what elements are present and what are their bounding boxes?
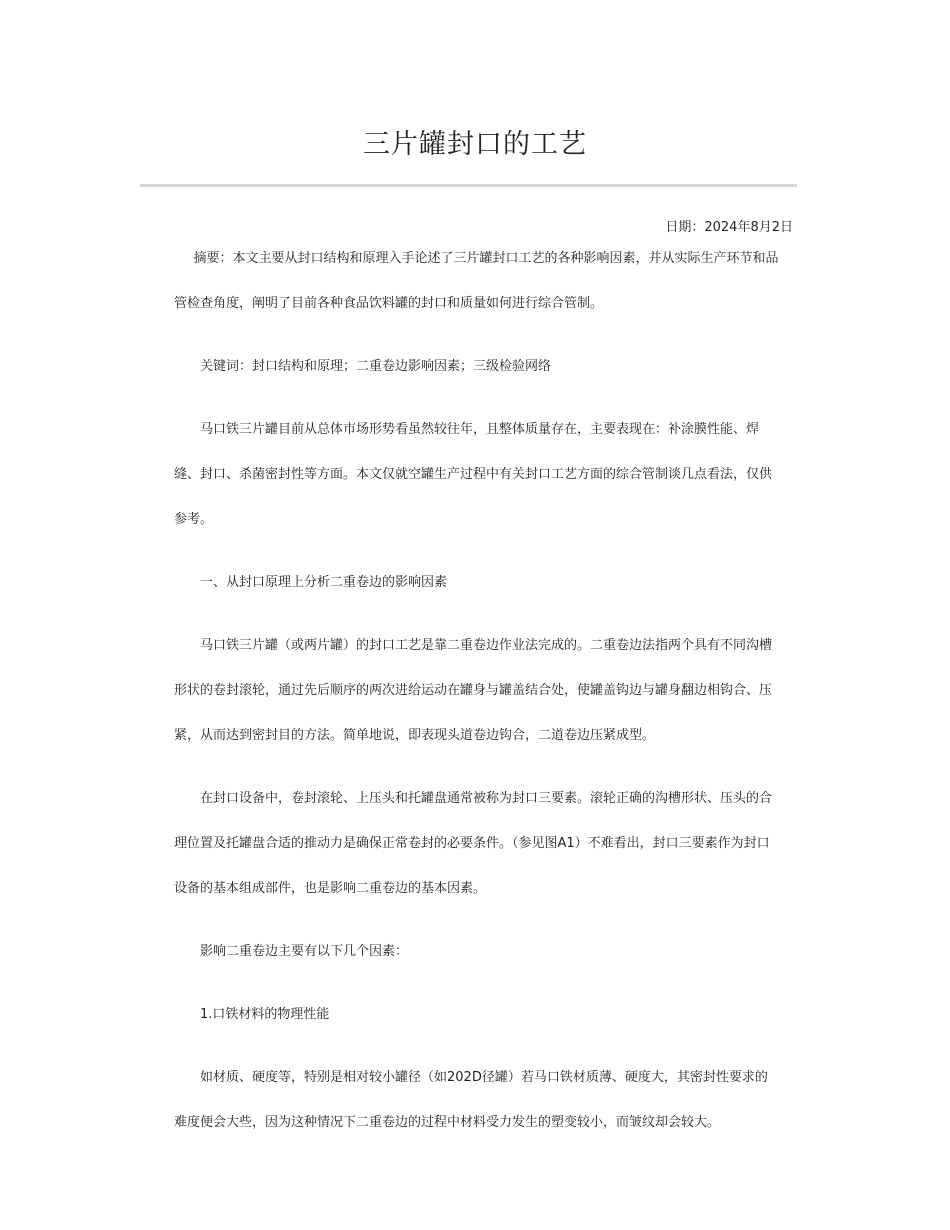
factors-intro-paragraph: 影响二重卷边主要有以下几个因素： (200, 944, 409, 959)
document-date: 日期：2024年8月2日 (665, 220, 793, 235)
principle-paragraph: 马口铁三片罐（或两片罐）的封口工艺是靠二重卷边作业法完成的。二重卷边法指两个具有不同沟槽形状的卷封滚轮，通过先后顺序的两次进给运动在罐身与罐盖结合处，使罐盖钩边与罐身翻边相钩合、压紧，从而达到密封目的方法。简单地说，即表现头道卷边钩合，二道卷边压紧成型。 (174, 638, 773, 743)
factor-1-paragraph: 如材质、硬度等，特别是相对较小罐径（如202D径罐）若马口铁材质薄、硬度大，其密封性要求的难度便会大些，因为这种情况下二重卷边的过程中材料受力发生的塑变较小，而皱纹却会较大。 (174, 1070, 768, 1130)
section-heading: 一、从封口原理上分析二重卷边的影响因素 (200, 575, 448, 590)
keywords-paragraph: 关键词：封口结构和原理；二重卷边影响因素；三级检验网络 (200, 359, 552, 374)
document-body (174, 236, 780, 1163)
abstract-paragraph: 摘要：本文主要从封口结构和原理入手论述了三片罐封口工艺的各种影响因素，并从实际生产环节和品管检查角度，阐明了目前各种食品饮料罐的封口和质量如何进行综合管制。 (174, 251, 779, 311)
subsection-heading: 1.口铁材料的物理性能 (200, 1007, 330, 1022)
three-elements-paragraph: 在封口设备中，卷封滚轮、上压头和托罐盘通常被称为封口三要素。滚轮正确的沟槽形状、压头的合理位置及托罐盘合适的推动力是确保正常卷封的必要条件。（参见图A1）不难看出，封口三要素作为封口设备的基本组成部件，也是影响二重卷边的基本因素。 (174, 791, 773, 896)
intro-paragraph: 马口铁三片罐目前从总体市场形势看虽然较往年，且整体质量存在，主要表现在：补涂膜性能、焊缝、封口、杀菌密封性等方面。本文仅就空罐生产过程中有关封口工艺方面的综合管制谈几点看法，仅供参考。 (174, 422, 773, 527)
document-title: 三片罐封口的工艺 (363, 129, 587, 160)
title-divider (140, 184, 797, 187)
